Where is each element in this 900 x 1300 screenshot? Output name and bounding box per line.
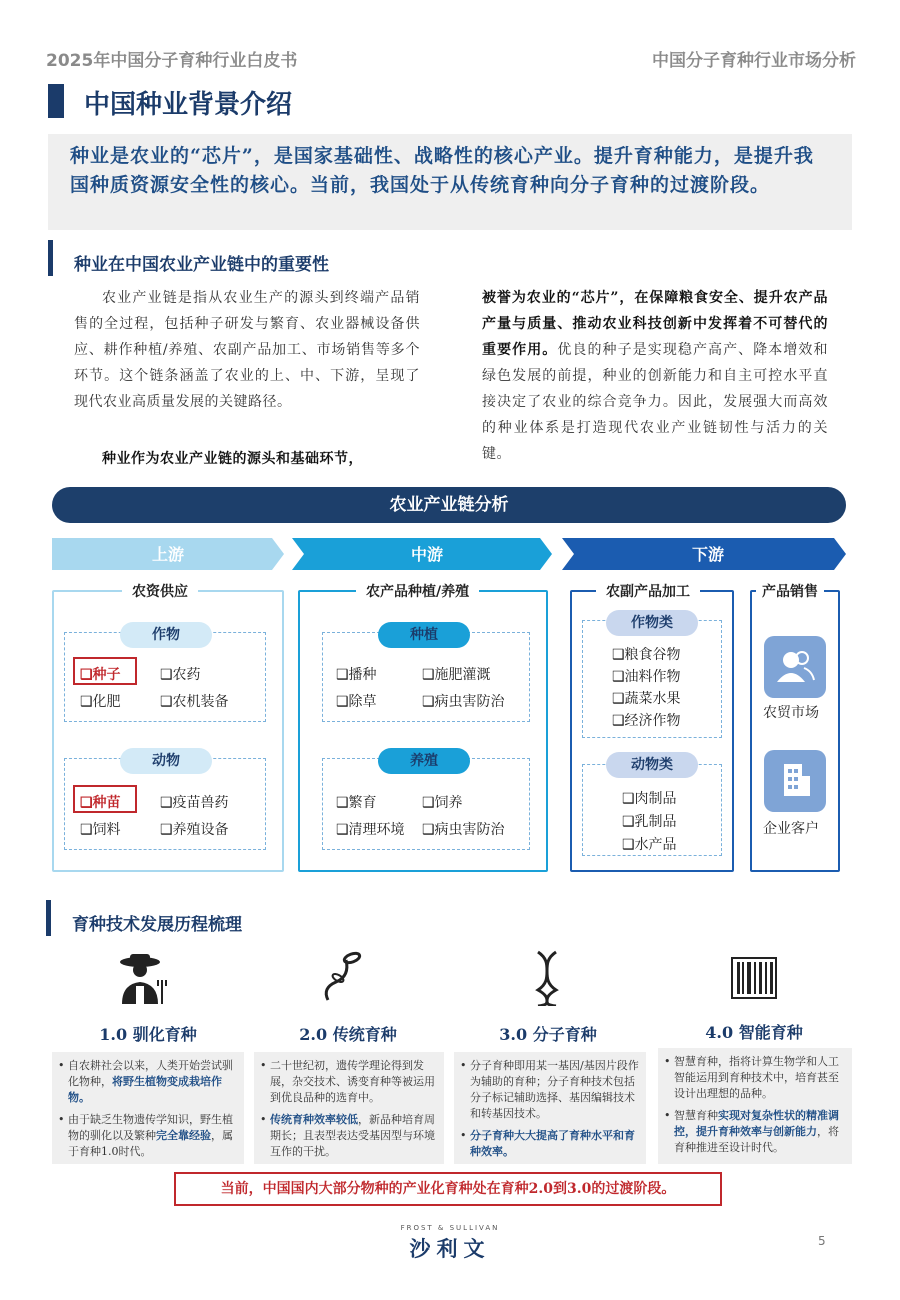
sales-enterprise: 企业客户 — [763, 821, 819, 837]
stage-1-bullet-1: • 自农耕社会以来，人类开始尝试驯化物种，将野生植物变成栽培作物。 — [68, 1058, 238, 1106]
page-title: 中国种业背景介绍 — [84, 90, 293, 120]
section2-accent-bar — [46, 900, 51, 936]
stage-1-title: 1.0 驯化育种 — [99, 1025, 197, 1044]
stage-1-bullet-2: • 由于缺乏生物遗传学知识，野生植物的驯化以及繁种完全靠经验，属于育种1.0时代。 — [68, 1112, 238, 1160]
page-number: 5 — [818, 1234, 826, 1248]
section1-right-bold: 被誉为农业的“芯片”，在保障粮食安全、提升农产品产量与质量、推动农业科技创新中发挥着不可替代的重要作用。 — [482, 290, 828, 358]
animal-pill: 动物 — [120, 748, 212, 774]
sales-market: 农贸市场 — [763, 705, 819, 721]
item-breeding: ❑繁育 — [336, 795, 377, 811]
item-dairy: ❑乳制品 — [622, 814, 677, 830]
item-feeding: ❑饲养 — [422, 795, 463, 811]
title-accent-bar — [48, 84, 64, 118]
section1-left-bold: 种业作为农业产业链的源头和基础环节， — [102, 451, 363, 467]
farmer-icon — [116, 950, 172, 1006]
stage-4-box — [658, 1048, 852, 1164]
stage-4-bullet-2: • 智慧育种实现对复杂性状的精准调控，提升育种效率与创新能力，将育种推进至设计时代。 — [674, 1108, 846, 1156]
item-oil-crops: ❑油料作物 — [612, 669, 681, 685]
stage-2-bullet-2: • 传统育种效率较低，新品种培育周期长；且表型表达受基因型与环境互作的干扰。 — [270, 1112, 438, 1160]
users-icon — [764, 636, 826, 698]
stage-1-box — [52, 1052, 244, 1164]
sales-title: 产品销售 — [756, 581, 824, 601]
section-name: 中国分子育种行业市场分析 — [652, 51, 856, 71]
stage-3-box — [454, 1052, 646, 1164]
item-vegetables: ❑蔬菜水果 — [612, 691, 681, 707]
sprout-icon — [318, 948, 368, 1006]
stage-3-title: 3.0 分子育种 — [499, 1025, 597, 1044]
plant-pill: 种植 — [378, 622, 470, 648]
stage-3-bullet-1: • 分子育种即用某一基因/基因片段作为辅助的育种；分子育种技术包括分子标记辅助选择、基因编辑技术和转基因技术。 — [470, 1058, 640, 1122]
upstream-title: 农资供应 — [122, 581, 198, 601]
item-fertilize-irrigate: ❑施肥灌溉 — [422, 667, 491, 683]
section1-right-text: 优良的种子是实现稳产高产、降本增效和绿色发展的前提，种业的创新能力和自主可控水平直接决定了农业的综合竞争力。因此，发展强大而高效的种业体系是打造现代农业产业链韧性与活力的关键。 — [482, 342, 829, 462]
item-seed: ❑种子 — [80, 667, 121, 683]
item-machinery: ❑农机装备 — [160, 694, 229, 710]
chain-band: 农业产业链分析 — [52, 487, 846, 523]
item-cleaning: ❑清理环境 — [336, 822, 405, 838]
item-cash-crops: ❑经济作物 — [612, 713, 681, 729]
item-aquatic: ❑水产品 — [622, 837, 677, 853]
item-pest-control: ❑病虫害防治 — [422, 694, 505, 710]
item-weeding: ❑除草 — [336, 694, 377, 710]
item-feed: ❑饲料 — [80, 822, 121, 838]
lead-summary: 种业是农业的“芯片”，是国家基础性、战略性的核心产业。提升育种能力，是提升我国种质资源安全性的核心。当前，我国处于从传统育种向分子育种的过渡阶段。 — [48, 134, 852, 230]
item-fertilizer: ❑化肥 — [80, 694, 121, 710]
midstream-label: 中游 — [410, 545, 443, 564]
section1-left-paragraph: 农业产业链是指从农业生产的源头到终端产品销售的全过程，包括种子研发与繁育、农业器械设备供应、耕作种植/养殖、农副产品加工、市场销售等多个环节。这个链条涵盖了农业的上、中、下游，呈现了现代农业高质量发展的关键路径。 — [74, 290, 420, 410]
highlight-note: 当前，中国国内大部分物种的产业化育种处在育种2.0到3.0的过渡阶段。 — [174, 1172, 722, 1206]
breed-pill: 养殖 — [378, 748, 470, 774]
downstream-title: 农副产品加工 — [596, 581, 700, 601]
footer-logo: 沙利文 — [409, 1236, 491, 1261]
crop-pill: 作物 — [120, 622, 212, 648]
item-grain: ❑粮食谷物 — [612, 647, 681, 663]
item-vaccine: ❑疫苗兽药 — [160, 795, 229, 811]
stage-3-bullet-2: • 分子育种大大提高了育种水平和育种效率。 — [470, 1128, 640, 1160]
item-disease-control: ❑病虫害防治 — [422, 822, 505, 838]
item-sowing: ❑播种 — [336, 667, 377, 683]
upstream-label: 上游 — [151, 545, 184, 564]
stage-4-title: 4.0 智能育种 — [705, 1023, 803, 1042]
animal-processing-pill: 动物类 — [606, 752, 698, 778]
dna-icon — [532, 950, 562, 1006]
section1-right-paragraph — [482, 285, 828, 467]
building-icon — [764, 750, 826, 812]
crop-processing-pill: 作物类 — [606, 610, 698, 636]
stage-2-bullet-1: • 二十世纪初，遗传学理论得到发展，杂交技术、诱变育种等被运用到优良品种的选育中。 — [270, 1058, 438, 1106]
item-meat: ❑肉制品 — [622, 791, 677, 807]
midstream-title: 农产品种植/养殖 — [356, 581, 479, 601]
section2-title: 育种技术发展历程梳理 — [72, 915, 242, 935]
report-title: 2025年中国分子育种行业白皮书 — [46, 51, 298, 71]
footer-brand-small: FROST & SULLIVAN — [400, 1224, 500, 1232]
downstream-label: 下游 — [691, 545, 724, 564]
item-pesticide: ❑农药 — [160, 667, 201, 683]
item-seedling: ❑种苗 — [80, 795, 121, 811]
item-farm-equipment: ❑养殖设备 — [160, 822, 229, 838]
barcode-icon — [730, 956, 778, 1000]
section-accent-bar — [48, 240, 53, 276]
stage-2-box — [254, 1052, 444, 1164]
section1-title: 种业在中国农业产业链中的重要性 — [74, 255, 329, 275]
stage-2-title: 2.0 传统育种 — [299, 1025, 397, 1044]
stage-4-bullet-1: • 智慧育种，指将计算生物学和人工智能运用到育种技术中，培育甚至设计出理想的品种。 — [674, 1054, 846, 1102]
